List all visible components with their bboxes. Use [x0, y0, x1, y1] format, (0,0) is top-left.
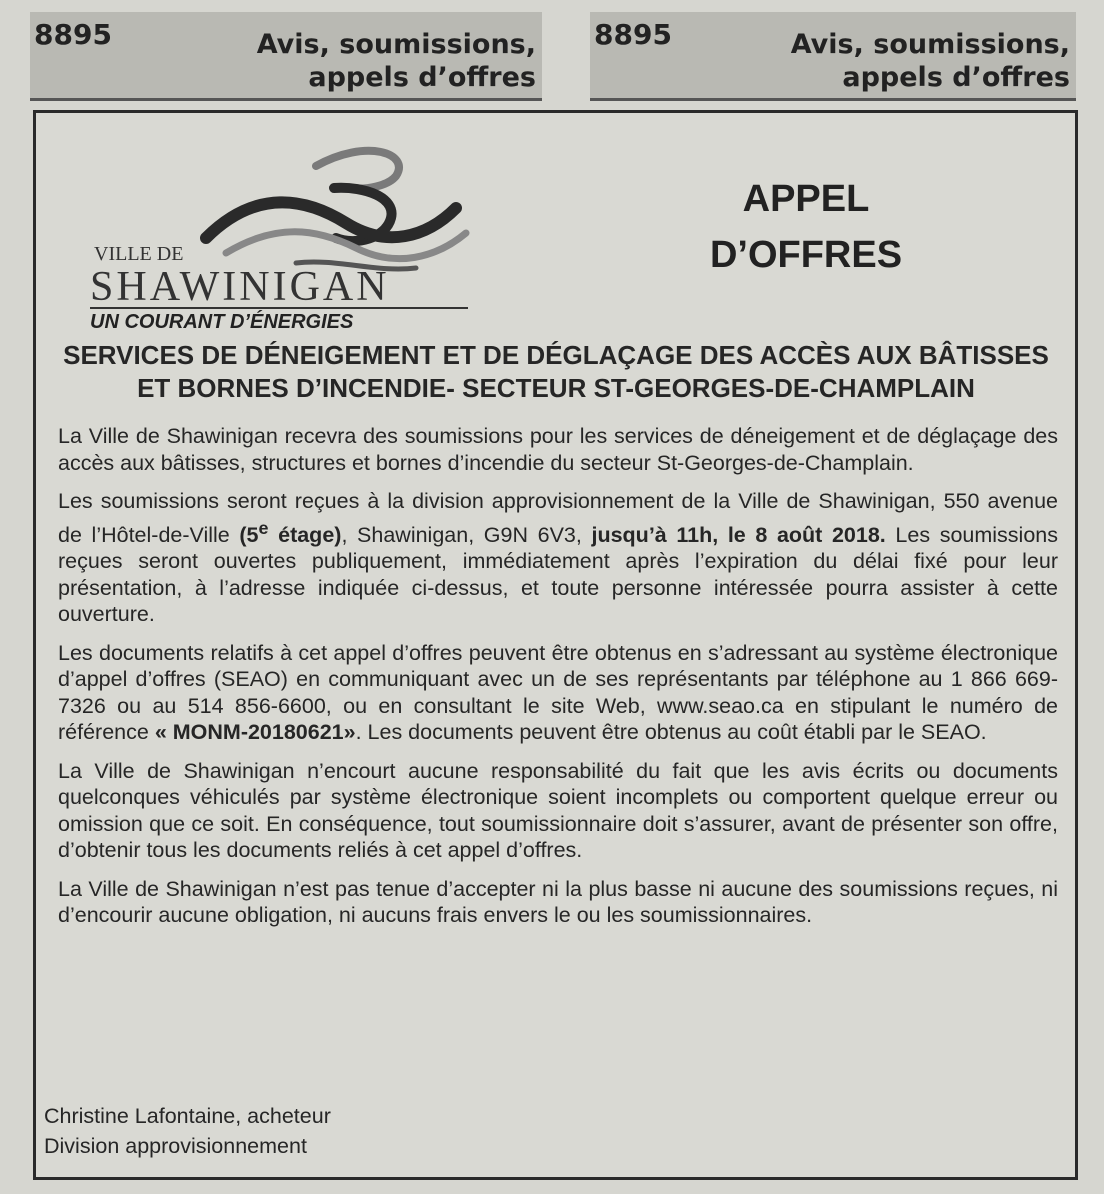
- section-header-right: [590, 12, 1076, 101]
- notice-subject: [56, 339, 1056, 405]
- paragraph-obligation: La Ville de Shawinigan n’est pas tenue d’accepter ni la plus basse ni aucune des soumissions reçues, ni d’encourir aucune obligation, ni aucuns frais envers le ou les soumissionnaires.: [58, 876, 1058, 928]
- section-title-line2: appels d’offres: [842, 62, 1070, 93]
- signature-division: Division approvisionnement: [44, 1134, 307, 1158]
- section-title-line1: Avis, soumissions,: [256, 29, 536, 60]
- section-title-line1: Avis, soumissions,: [790, 29, 1070, 60]
- reference-number: « MONM-20180621»: [154, 720, 356, 745]
- section-title: [257, 28, 536, 94]
- shawinigan-logo: [66, 128, 486, 328]
- section-title-line2: appels d’offres: [308, 62, 536, 93]
- logo-tagline: UN COURANT D’ÉNERGIES: [90, 311, 354, 328]
- signature-block: [44, 1101, 331, 1161]
- notice-title: [636, 171, 976, 283]
- subject-line2: ET BORNES D’INCENDIE- SECTEUR ST-GEORGES-DE-CHAMPLAIN: [137, 373, 975, 403]
- section-header-left: [30, 12, 542, 101]
- page-number: 8895: [34, 18, 112, 51]
- title-line2: D’OFFRES: [709, 234, 903, 276]
- paragraph-reception: Les soumissions seront reçues à la division approvisionnement de la Ville de Shawinigan, 550 avenue de l’Hôtel-de-Ville (5e étage), Shawinigan, G9N 6V3, jusqu’à 11h, le 8 août 2018. Les soumissions reçues seront ouvertes publiquement, immédiatement après l’expiration du délai fixé pour leur présentation, à l’adresse indiquée ci-dessus, et toute personne intéressée pourra assister à cette ouverture.: [58, 489, 1058, 627]
- deadline: jusqu’à 11h, le 8 août 2018.: [591, 522, 886, 547]
- logo-city-name: SHAWINIGAN: [90, 264, 390, 310]
- notice-body: [58, 423, 1058, 941]
- notice-box: [33, 110, 1078, 1180]
- subject-line1: SERVICES DE DÉNEIGEMENT ET DE DÉGLAÇAGE DES ACCÈS AUX BÂTISSES: [63, 340, 1049, 370]
- title-line1: APPEL: [742, 178, 870, 220]
- floor-label: (5e étage): [239, 517, 342, 547]
- paragraph-liability: La Ville de Shawinigan n’encourt aucune responsabilité du fait que les avis écrits ou documents quelconques véhiculés par système électronique soient incomplets ou comportent quelque erreur ou omission que ce soit. En conséquence, tout soumissionnaire doit s’assurer, avant de présenter son offre, d’obtenir tous les documents reliés à cet appel d’offres.: [58, 758, 1058, 863]
- paragraph-documents: Les documents relatifs à cet appel d’offres peuvent être obtenus en s’adressant au système électronique d’appel d’offres (SEAO) en communiquant avec un de ses représentants par téléphone au 1 866 669-7326 ou au 514 856-6600, ou en consultant le site Web, www.seao.ca en stipulant le numéro de référence « MONM-20180621». Les documents peuvent être obtenus au coût établi par le SEAO.: [58, 640, 1058, 745]
- page-number: 8895: [594, 18, 672, 51]
- signature-name: Christine Lafontaine, acheteur: [44, 1104, 331, 1128]
- paragraph-intro: La Ville de Shawinigan recevra des soumissions pour les services de déneigement et de déglaçage des accès aux bâtisses, structures et bornes d’incendie du secteur St-Georges-de-Champlain.: [58, 424, 1058, 475]
- section-title: [791, 28, 1070, 94]
- logo-ville-de: VILLE DE: [94, 243, 184, 265]
